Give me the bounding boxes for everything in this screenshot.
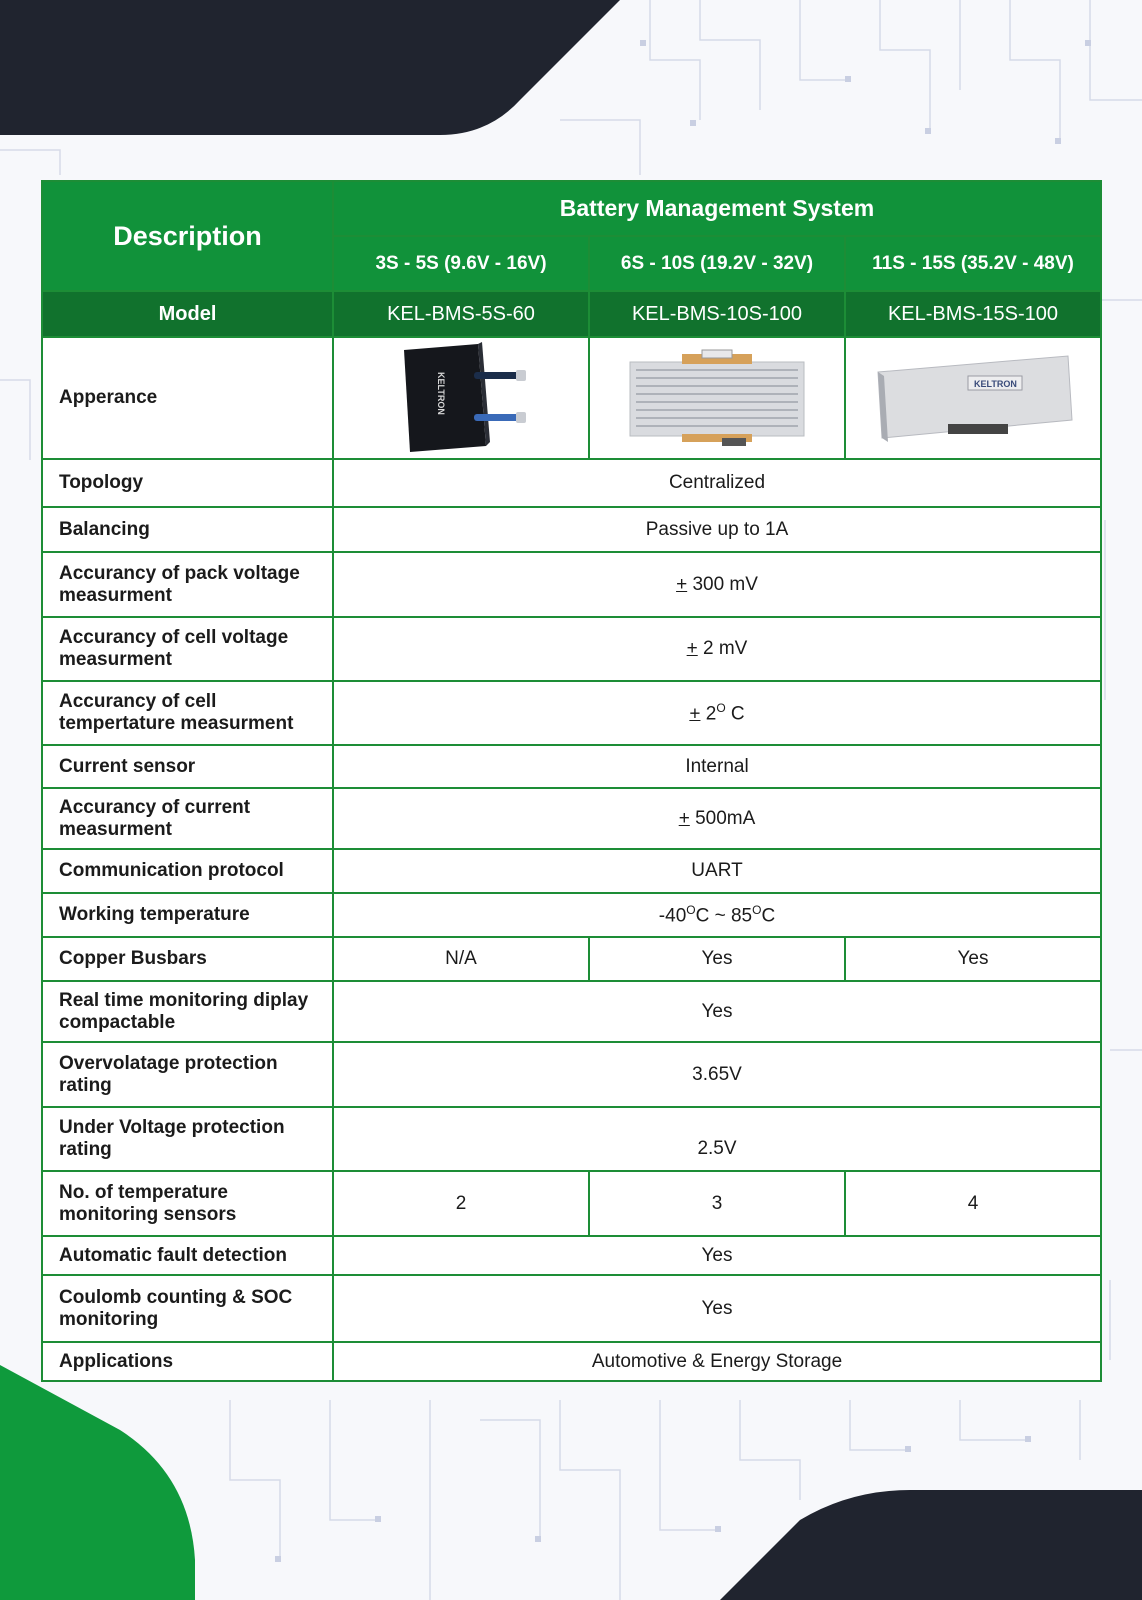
range-header-1: 3S - 5S (9.6V - 16V) [333, 236, 589, 291]
appearance-row [42, 337, 1101, 459]
cell-temp-label: Accurancy of cell tempertature measurment [42, 681, 333, 745]
applications-value: Automotive & Energy Storage [333, 1342, 1101, 1381]
undervoltage-value: 2.5V [333, 1107, 1101, 1171]
svg-text:KELTRON: KELTRON [436, 372, 446, 415]
row-display [42, 981, 1101, 1042]
system-title: Battery Management System [333, 181, 1101, 236]
plus-minus-sign: + [678, 807, 690, 829]
bottom-right-dark-shape [720, 1490, 1142, 1600]
plus-minus-sign: + [689, 703, 701, 725]
topology-value: Centralized [333, 459, 1101, 507]
row-copper-busbars [42, 937, 1101, 981]
current-accuracy-value: + 500mA [333, 788, 1101, 849]
row-current-sensor [42, 745, 1101, 788]
row-coulomb [42, 1275, 1101, 1342]
current-sensor-label: Current sensor [42, 745, 333, 788]
model-1: KEL-BMS-5S-60 [333, 291, 589, 337]
product-image-2 [589, 337, 845, 459]
current-sensor-value: Internal [333, 745, 1101, 788]
copper-busbars-value-1: N/A [333, 937, 589, 981]
model-2: KEL-BMS-10S-100 [589, 291, 845, 337]
model-label: Model [42, 291, 333, 337]
pack-voltage-value: + 300 mV [333, 552, 1101, 617]
coulomb-value: Yes [333, 1275, 1101, 1342]
coulomb-label: Coulomb counting & SOC monitoring [42, 1275, 333, 1342]
row-topology [42, 459, 1101, 507]
applications-label: Applications [42, 1342, 333, 1381]
row-temp-sensors [42, 1171, 1101, 1236]
working-temp-label: Working temperature [42, 893, 333, 937]
working-temp-value: $-40^OC$ ~ $85^OC$ [333, 893, 1101, 937]
fault-detection-label: Automatic fault detection [42, 1236, 333, 1275]
plus-minus-sign: + [686, 638, 698, 659]
row-overvoltage [42, 1042, 1101, 1107]
range-header-2: 6S - 10S (19.2V - 32V) [589, 236, 845, 291]
temp-sensors-label: No. of temperature monitoring sensors [42, 1171, 333, 1236]
row-working-temp [42, 893, 1101, 937]
copper-busbars-label: Copper Busbars [42, 937, 333, 981]
row-undervoltage [42, 1107, 1101, 1171]
product-image-3 [845, 337, 1101, 459]
bms-10s-image [622, 348, 812, 448]
display-value: Yes [333, 981, 1101, 1042]
row-protocol [42, 849, 1101, 893]
overvoltage-value: 3.65V [333, 1042, 1101, 1107]
fault-detection-value: Yes [333, 1236, 1101, 1275]
model-3: KEL-BMS-15S-100 [845, 291, 1101, 337]
plus-minus-sign: + [676, 573, 688, 595]
row-applications [42, 1342, 1101, 1381]
bms-spec-table [41, 180, 1102, 1382]
model-row [42, 291, 1101, 337]
copper-busbars-value-3: Yes [845, 937, 1101, 981]
cell-voltage-label: Accurancy of cell voltage measurment [42, 617, 333, 681]
pack-voltage-label: Accurancy of pack voltage measurment [42, 552, 333, 617]
description-header: Description [42, 181, 333, 291]
temp-sensors-value-3: 4 [845, 1171, 1101, 1236]
bms-5s-image [386, 342, 536, 454]
appearance-label: Apperance [42, 337, 333, 459]
product-image-1 [333, 337, 589, 459]
protocol-value: UART [333, 849, 1101, 893]
row-pack-voltage [42, 552, 1101, 617]
svg-text:KELTRON: KELTRON [974, 379, 1017, 389]
row-balancing [42, 507, 1101, 552]
balancing-label: Balancing [42, 507, 333, 552]
display-label: Real time monitoring diplay compactable [42, 981, 333, 1042]
row-cell-voltage [42, 617, 1101, 681]
protocol-label: Communication protocol [42, 849, 333, 893]
undervoltage-label: Under Voltage protection rating [42, 1107, 333, 1171]
top-left-dark-shape [0, 0, 620, 135]
row-fault-detection [42, 1236, 1101, 1275]
bms-15s-image [868, 350, 1078, 446]
overvoltage-label: Overvolatage protection rating [42, 1042, 333, 1107]
balancing-value: Passive up to 1A [333, 507, 1101, 552]
topology-label: Topology [42, 459, 333, 507]
temp-sensors-value-2: 3 [589, 1171, 845, 1236]
range-header-3: 11S - 15S (35.2V - 48V) [845, 236, 1101, 291]
cell-temp-value: + $2^O$ C [333, 681, 1101, 745]
current-accuracy-label: Accurancy of current measurment [42, 788, 333, 849]
bottom-left-green-shape [0, 1365, 195, 1600]
temp-sensors-value-1: 2 [333, 1171, 589, 1236]
row-current-accuracy [42, 788, 1101, 849]
copper-busbars-value-2: Yes [589, 937, 845, 981]
cell-voltage-value: + 2 mV [333, 617, 1101, 681]
row-cell-temp [42, 681, 1101, 745]
